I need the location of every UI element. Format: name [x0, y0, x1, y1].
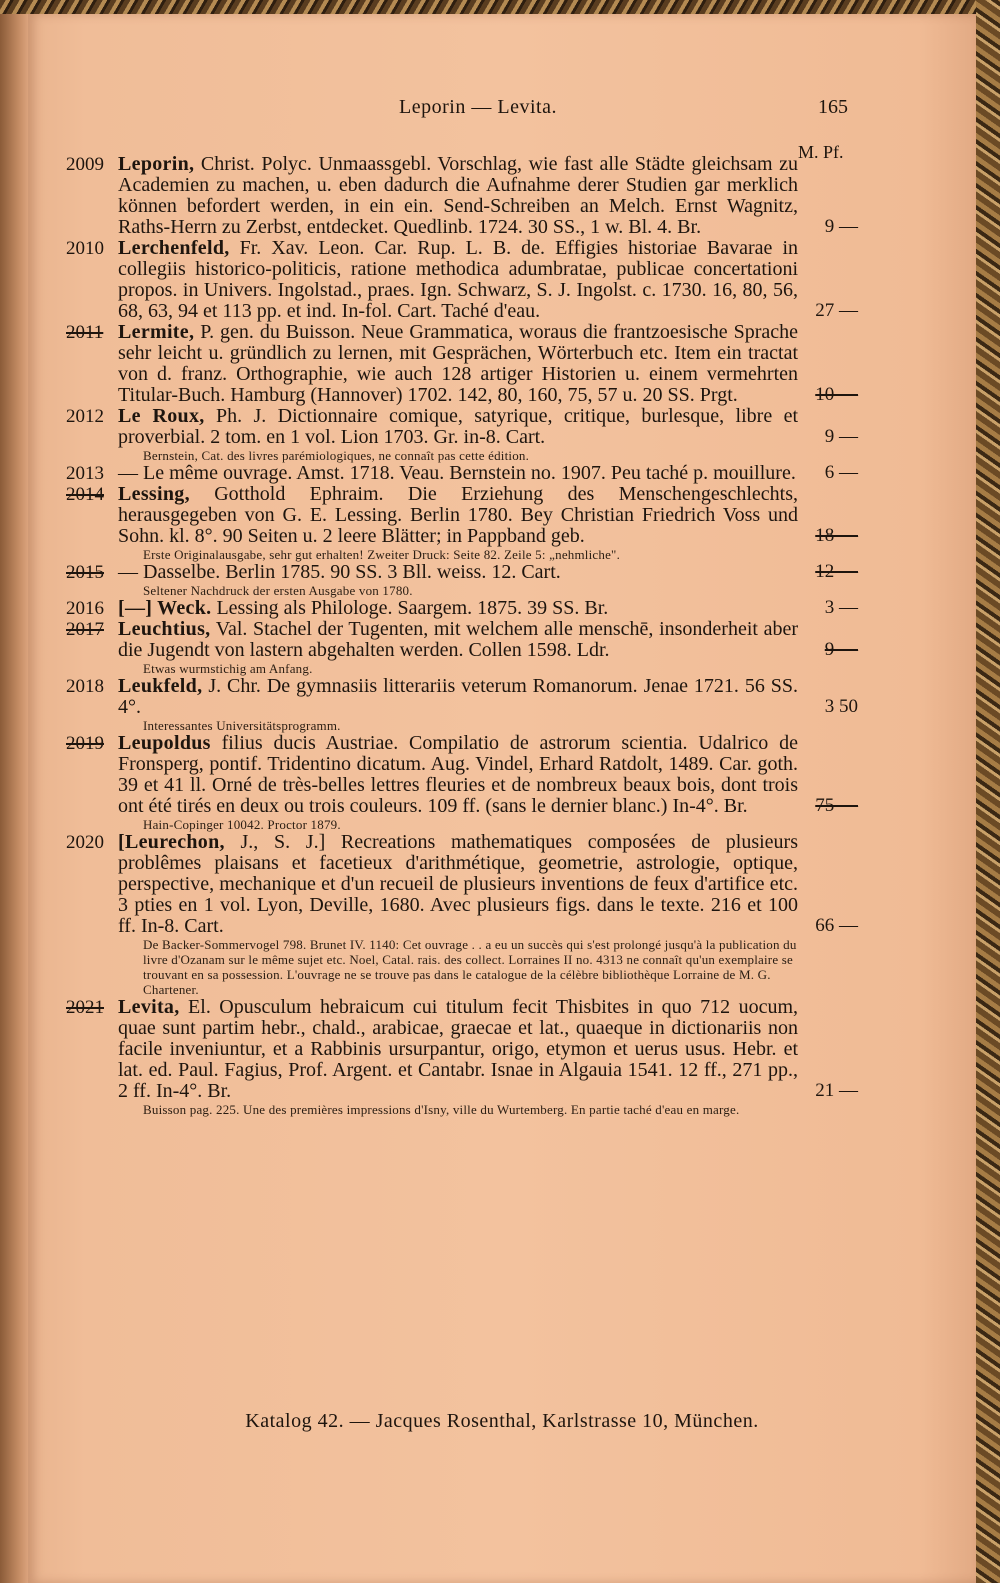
entry-price: 21 —	[815, 1080, 858, 1101]
entry-price: 6 —	[824, 462, 858, 483]
entry-description	[118, 463, 798, 484]
entry-text: Christ. Polyc. Unmaassgebl. Vorschlag, wie fast alle Städte gleichsam zu Academien zu machen, u. eben dadurch die Aufnahme derer Studien gar merklich können befordert werden, in ein ein. Send-Schreiben an Melch. Ernst Wagnitz, Raths-Herrn zu Zerbst, entdecket. Quedlinb. 1724. 30 SS., 1 w. Bl. 4. Br.	[118, 153, 799, 238]
catalog-entry	[28, 238, 976, 322]
entry-text: Ph. J. Dictionnaire comique, satyrique, critique, burlesque, libre et proverbial. 2 tom. en 1 vol. Lion 1703. Gr. in-8. Cart.	[118, 405, 799, 448]
entry-price: 12 —	[815, 561, 858, 582]
entry-note: Hain-Copinger 10042. Proctor 1879.	[143, 817, 341, 832]
entry-text: — Dasselbe. Berlin 1785. 90 SS. 3 Bll. weiss. 12. Cart.	[118, 561, 561, 583]
entry-note: De Backer-Sommervogel 798. Brunet IV. 1140: Cet ouvrage . . a eu un succès qui s'est prolongé jusqu'à la publication du livre d'Ozanam sur le même sujet etc. Noel, Catal. rais. des collect. Lorraines II no. 4313 ne connaît qu'un exemplaire se trouvant en sa possession. L'ouvrage ne se trouve pas dans le catalogue de la célèbre bibliothèque Lorraine de M. G. Chartener.	[143, 937, 797, 997]
catalog-entry	[28, 733, 976, 817]
entry-text: Gotthold Ephraim. Die Erziehung des Menschengeschlechts, herausgegeben von G. E. Lessing. Berlin 1780. Bey Christian Friedrich Voss und Sohn. kl. 8°. 90 Seiten u. 2 leere Blätter; in Pappband geb.	[118, 483, 799, 547]
entry-note: Interessantes Universitätsprogramm.	[143, 718, 341, 733]
entry-description	[118, 598, 798, 619]
entry-note: Etwas wurmstichig am Anfang.	[143, 661, 313, 676]
running-title: Leporin — Levita.	[399, 96, 557, 118]
entry-description	[118, 154, 798, 238]
entry-price: 75 —	[815, 795, 858, 816]
page-header	[28, 96, 976, 122]
entry-description	[118, 484, 798, 547]
entry-price: 66 —	[815, 915, 858, 936]
entry-number: 2009	[66, 154, 104, 175]
entry-text: — Le même ouvrage. Amst. 1718. Veau. Bernstein no. 1907. Peu taché p. mouillure.	[118, 462, 796, 484]
entry-author: [Leurechon,	[118, 831, 225, 853]
catalog-entry	[28, 676, 976, 718]
catalog-entry	[28, 406, 976, 448]
entry-description	[118, 676, 798, 718]
entry-author: Leuchtius,	[118, 618, 211, 640]
catalog-entry	[28, 598, 976, 619]
entry-price: 10 —	[815, 384, 858, 405]
entry-price: 9 —	[824, 426, 858, 447]
entry-number: 2015	[66, 562, 104, 583]
entry-description	[118, 733, 798, 817]
page-number: 165	[818, 96, 848, 118]
entry-author: Lessing,	[118, 483, 190, 505]
entry-note: Seltener Nachdruck der ersten Ausgabe von 1780.	[143, 583, 413, 598]
entry-note: Bernstein, Cat. des livres parémiologiques, ne connaît pas cette édition.	[143, 448, 530, 463]
book-spine-edge	[0, 14, 30, 1583]
entry-number: 2019	[66, 733, 104, 754]
entry-price: 18 —	[815, 525, 858, 546]
entry-description	[118, 322, 798, 406]
entry-number: 2014	[66, 484, 104, 505]
entry-description	[118, 562, 798, 583]
entry-number: 2016	[66, 598, 104, 619]
catalog-entry	[28, 832, 976, 937]
entry-author: Leupoldus	[118, 732, 211, 754]
entry-price: 9 —	[824, 639, 858, 660]
currency-heading: M. Pf.	[798, 142, 844, 162]
catalog-entry	[28, 562, 976, 583]
entry-description	[118, 997, 798, 1102]
entry-number: 2010	[66, 238, 104, 259]
entry-number: 2011	[66, 322, 104, 343]
entry-author: Leukfeld,	[118, 675, 203, 697]
entry-description	[118, 406, 798, 448]
catalog-entries	[28, 154, 976, 1117]
entry-description	[118, 832, 798, 937]
entry-text: El. Opusculum hebraicum cui titulum fecit Thisbites in quo 712 uocum, quae sunt partim hebr., chald., arabicae, graecae et lat., quaeque in dictionariis non facile inveniuntur, et a Rabbinis ursurpantur, origo, etymon et uerus usus. Hebr. et lat. ed. Paul. Fagius, Prof. Argent. et Cantabr. Isnae in Algauia 1541. 12 ff., 271 pp., 2 ff. In-4°. Br.	[118, 996, 799, 1102]
entry-author: Levita,	[118, 996, 180, 1018]
entry-text: J., S. J.] Recreations mathematiques composées de plusieurs problêmes plaisans et facetieux d'arithmétique, geometrie, astrologie, optique, perspective, mechanique et d'un recueil de plusieurs inventions de feux d'artifice etc. 3 pties en 1 vol. Lyon, Deville, 1680. Avec plusieurs figs. dans le texte. 216 et 100 ff. In-8. Cart.	[118, 831, 798, 937]
catalog-entry	[28, 619, 976, 661]
catalog-page	[28, 14, 976, 1583]
entry-number: 2018	[66, 676, 104, 697]
entry-text: J. Chr. De gymnasiis litterariis veterum Romanorum. Jenae 1721. 56 SS. 4°.	[118, 675, 798, 718]
catalog-entry	[28, 322, 976, 406]
entry-text: P. gen. du Buisson. Neue Grammatica, woraus die frantzoesische Sprache sehr leicht u. gründlich zu lernen, mit Gesprächen, Wörterbuch etc. Item ein tractat von d. franz. Orthographie, wie auch 128 artiger Historien u. einem vermehrten Titular-Buch. Hamburg (Hannover) 1702. 142, 80, 160, 75, 57 u. 20 SS. Prgt.	[118, 321, 799, 406]
entry-price: 3 —	[824, 597, 858, 618]
entry-text: Val. Stachel der Tugenten, mit welchem alle menschē, insonderheit aber die Jugendt von lastern abgehalten werden. Collen 1598. Ldr.	[118, 618, 798, 661]
entry-author: [—] Weck.	[118, 597, 212, 619]
entry-note: Buisson pag. 225. Une des premières impressions d'Isny, ville du Wurtemberg. En partie taché d'eau en marge.	[143, 1102, 740, 1117]
entry-author: Le Roux,	[118, 405, 205, 427]
catalog-entry	[28, 997, 976, 1102]
entry-price: 27 —	[815, 300, 858, 321]
entry-price: 9 —	[824, 216, 858, 237]
entry-author: Lerchenfeld,	[118, 237, 230, 259]
entry-author: Lermite,	[118, 321, 195, 343]
entry-description	[118, 238, 798, 322]
entry-text: Lessing als Philologe. Saargem. 1875. 39 SS. Br.	[216, 597, 609, 619]
entry-text: filius ducis Austriae. Compilatio de astrorum scientia. Udalrico de Fronsperg, pontif. Tridentino dicatum. Aug. Vindel, Erhard Ratdolt, 1489. Car. goth. 39 et 41 ll. Orné de très-belles lettres fleuries et de nombreux beaux bois, dont trois ont été tirés en deux ou trois couleurs. 109 ff. (sans le dernier blanc.) In-4°. Br.	[118, 732, 799, 817]
entry-number: 2020	[66, 832, 104, 853]
marbled-edge-top	[0, 0, 1000, 14]
entry-number: 2012	[66, 406, 104, 427]
entry-number: 2017	[66, 619, 104, 640]
entry-text: Fr. Xav. Leon. Car. Rup. L. B. de. Effigies historiae Bavarae in collegiis historico-politicis, ratione methodica adumbratae, publicae concertationi propos. in Univers. Ingolstad., praes. Ign. Schwarz, S. J. Ingolst. c. 1730. 16, 80, 56, 68, 63, 94 et 113 pp. et ind. In-fol. Cart. Taché d'eau.	[118, 237, 799, 322]
catalog-entry	[28, 484, 976, 547]
catalog-entry	[28, 154, 976, 238]
entry-number: 2021	[66, 997, 104, 1018]
entry-price: 3 50	[824, 696, 858, 717]
entry-note: Erste Originalausgabe, sehr gut erhalten! Zweiter Druck: Seite 82. Zeile 5: „nehmliche".	[143, 547, 621, 562]
page-footer: Katalog 42. — Jacques Rosenthal, Karlstrasse 10, München.	[245, 1410, 759, 1432]
entry-number: 2013	[66, 463, 104, 484]
entry-description	[118, 619, 798, 661]
catalog-entry	[28, 463, 976, 484]
marbled-edge-right	[976, 0, 1000, 1583]
entry-author: Leporin,	[118, 153, 195, 175]
